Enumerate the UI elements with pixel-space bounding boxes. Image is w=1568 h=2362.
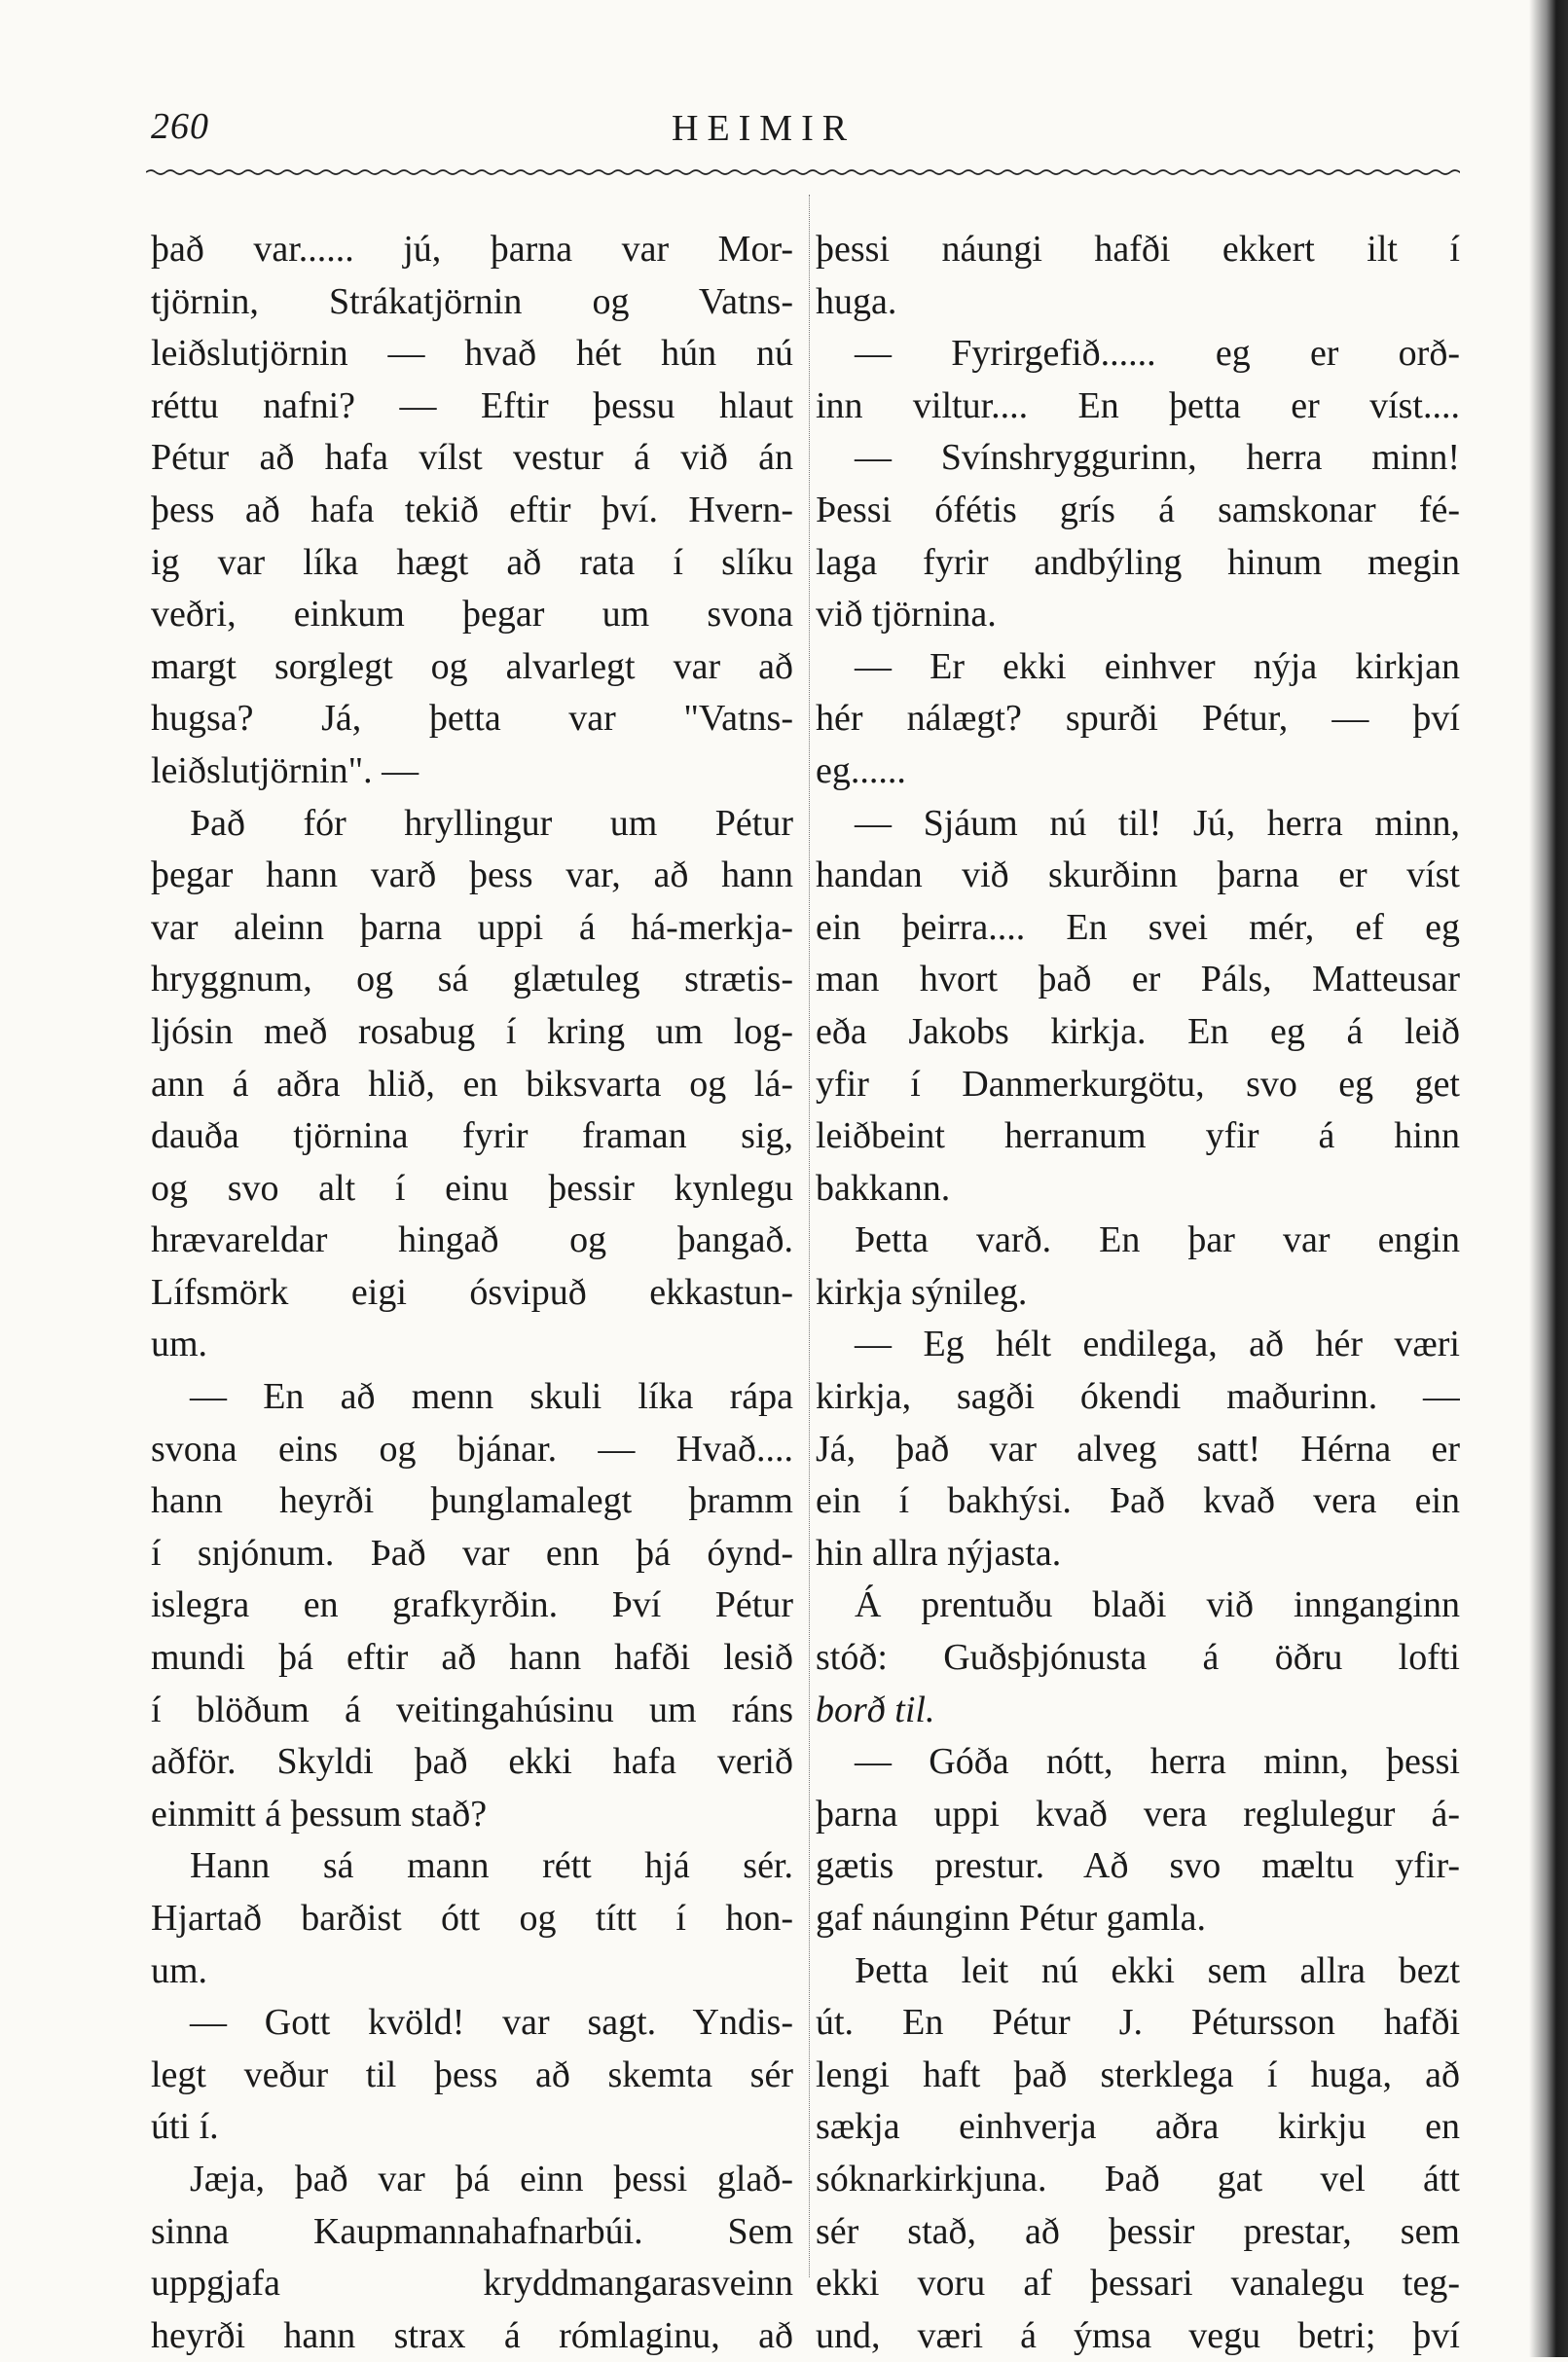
text-line: mundi þá eftir að hann hafði lesið xyxy=(151,1637,793,1679)
text-line: islegra en grafkyrðin. Því Pétur xyxy=(151,1584,793,1626)
text-line: hér nálægt? spurði Pétur, — því xyxy=(816,698,1460,740)
text-line: hann heyrði þunglamalegt þramm xyxy=(151,1480,793,1522)
text-line: laga fyrir andbýling hinum megin xyxy=(816,541,1460,583)
text-line: eða Jakobs kirkja. En eg á leið xyxy=(816,1010,1460,1052)
column-divider xyxy=(809,195,810,2277)
text-line: lengi haft það sterklega í huga, að xyxy=(816,2053,1460,2095)
text-line: í snjónum. Það var enn þá óynd- xyxy=(151,1532,793,1574)
text-line: — En að menn skuli líka rápa xyxy=(190,1376,793,1418)
text-line: — Er ekki einhver nýja kirkjan xyxy=(855,645,1460,687)
text-line: — Gott kvöld! var sagt. Yndis- xyxy=(190,2002,793,2044)
text-line: und, væri á ýmsa vegu betri; því xyxy=(816,2314,1460,2356)
text-line: uppgjafa kryddmangarasveinn xyxy=(151,2263,793,2305)
header-wavy-rule xyxy=(146,167,1460,177)
text-line: legt veður til þess að skemta sér xyxy=(151,2053,793,2095)
text-line: úti í. xyxy=(151,2106,219,2148)
text-line: man hvort það er Páls, Matteusar xyxy=(816,959,1460,1000)
text-line: inn viltur.... En þetta er víst.... xyxy=(816,384,1460,426)
text-line: það var...... jú, þarna var Mor- xyxy=(151,229,793,270)
text-line: handan við skurðinn þarna er víst xyxy=(816,854,1460,896)
text-line: — Svínshryggurinn, herra minn! xyxy=(855,437,1460,479)
text-line: hrævareldar hingað og þangað. xyxy=(151,1219,793,1261)
text-line: var aleinn þarna uppi á há-merkja- xyxy=(151,906,793,948)
text-line: kirkja, sagði ókendi maðurinn. — xyxy=(816,1376,1460,1418)
text-line: bakkann. xyxy=(816,1167,951,1209)
text-line: eg...... xyxy=(816,749,906,791)
text-line: leiðslutjörnin — hvað hét hún nú xyxy=(151,333,793,375)
text-line: Þetta varð. En þar var engin xyxy=(855,1219,1460,1261)
text-line: heyrði hann strax á rómlaginu, að xyxy=(151,2314,793,2356)
right-column xyxy=(816,224,1460,2362)
text-line: sækja einhverja aðra kirkju en xyxy=(816,2106,1460,2148)
text-line: leiðbeint herranum yfir á hinn xyxy=(816,1115,1460,1157)
text-line: kirkja sýnileg. xyxy=(816,1271,1028,1313)
text-line: um. xyxy=(151,1949,208,1991)
text-line: — Fyrirgefið...... eg er orð- xyxy=(855,333,1460,375)
text-line: og svo alt í einu þessir kynlegu xyxy=(151,1167,793,1209)
text-line: Jæja, það var þá einn þessi glað- xyxy=(190,2158,793,2199)
text-line: Já, það var alveg satt! Hérna er xyxy=(816,1428,1460,1470)
left-column xyxy=(151,224,793,2362)
text-line: ekki voru af þessari vanalegu teg- xyxy=(816,2263,1460,2305)
text-line: svona eins og bjánar. — Hvað.... xyxy=(151,1428,793,1470)
text-line: yfir í Danmerkurgötu, svo eg get xyxy=(816,1063,1460,1105)
text-line: réttu nafni? — Eftir þessu hlaut xyxy=(151,384,793,426)
text-line: í blöðum á veitingahúsinu um ráns xyxy=(151,1689,793,1730)
text-line: borð til. xyxy=(816,1689,935,1730)
text-line: — Sjáum nú til! Jú, herra minn, xyxy=(855,802,1460,844)
text-line: einmitt á þessum stað? xyxy=(151,1793,488,1835)
text-line: — Góða nótt, herra minn, þessi xyxy=(855,1741,1460,1783)
text-line: dauða tjörnina fyrir framan sig, xyxy=(151,1115,793,1157)
running-head: HEIMIR xyxy=(672,108,857,149)
text-line: Lífsmörk eigi ósvipuð ekkastun- xyxy=(151,1271,793,1313)
text-line: út. En Pétur J. Pétursson hafði xyxy=(816,2002,1460,2044)
text-line: Þetta leit nú ekki sem allra bezt xyxy=(855,1949,1460,1991)
text-line: sóknarkirkjuna. Það gat vel átt xyxy=(816,2158,1460,2199)
text-line: þarna uppi kvað vera reglulegur á- xyxy=(816,1793,1460,1835)
text-line: Hann sá mann rétt hjá sér. xyxy=(190,1845,793,1887)
text-line: gaf náunginn Pétur gamla. xyxy=(816,1898,1207,1939)
text-line: þess að hafa tekið eftir því. Hvern- xyxy=(151,489,793,530)
text-line: Hjartað barðist ótt og títt í hon- xyxy=(151,1898,793,1939)
text-line: við tjörnina. xyxy=(816,594,997,636)
text-line: leiðslutjörnin". — xyxy=(151,749,419,791)
page-number: 260 xyxy=(151,106,209,147)
text-line: Pétur að hafa vílst vestur á við án xyxy=(151,437,793,479)
text-line: ein þeirra.... En svei mér, ef eg xyxy=(816,906,1460,948)
text-line: — Eg hélt endilega, að hér væri xyxy=(855,1324,1460,1365)
text-line: þegar hann varð þess var, að hann xyxy=(151,854,793,896)
text-line: Þessi ófétis grís á samskonar fé- xyxy=(816,489,1460,530)
text-line: veðri, einkum þegar um svona xyxy=(151,594,793,636)
text-line: hryggnum, og sá glætuleg strætis- xyxy=(151,959,793,1000)
text-line: tjörnin, Strákatjörnin og Vatns- xyxy=(151,280,793,322)
text-line: hin allra nýjasta. xyxy=(816,1532,1062,1574)
page-edge-shadow xyxy=(1529,0,1568,2357)
text-line: Á prentuðu blaði við innganginn xyxy=(855,1584,1460,1626)
text-line: ig var líka hægt að rata í slíku xyxy=(151,541,793,583)
text-line: ann á aðra hlið, en biksvarta og lá- xyxy=(151,1063,793,1105)
text-line: um. xyxy=(151,1324,208,1365)
text-line: stóð: Guðsþjónusta á öðru lofti xyxy=(816,1637,1460,1679)
text-line: ljósin með rosabug í kring um log- xyxy=(151,1010,793,1052)
text-line: sinna Kaupmannahafnarbúi. Sem xyxy=(151,2210,793,2252)
text-line: aðför. Skyldi það ekki hafa verið xyxy=(151,1741,793,1783)
text-line: gætis prestur. Að svo mæltu yfir- xyxy=(816,1845,1460,1887)
text-line: þessi náungi hafði ekkert ilt í xyxy=(816,229,1460,270)
text-line: hugsa? Já, þetta var "Vatns- xyxy=(151,698,793,740)
text-line: Það fór hryllingur um Pétur xyxy=(190,802,793,844)
text-line: sér stað, að þessir prestar, sem xyxy=(816,2210,1460,2252)
text-line: huga. xyxy=(816,280,897,322)
text-line: ein í bakhýsi. Það kvað vera ein xyxy=(816,1480,1460,1522)
text-line: margt sorglegt og alvarlegt var að xyxy=(151,645,793,687)
